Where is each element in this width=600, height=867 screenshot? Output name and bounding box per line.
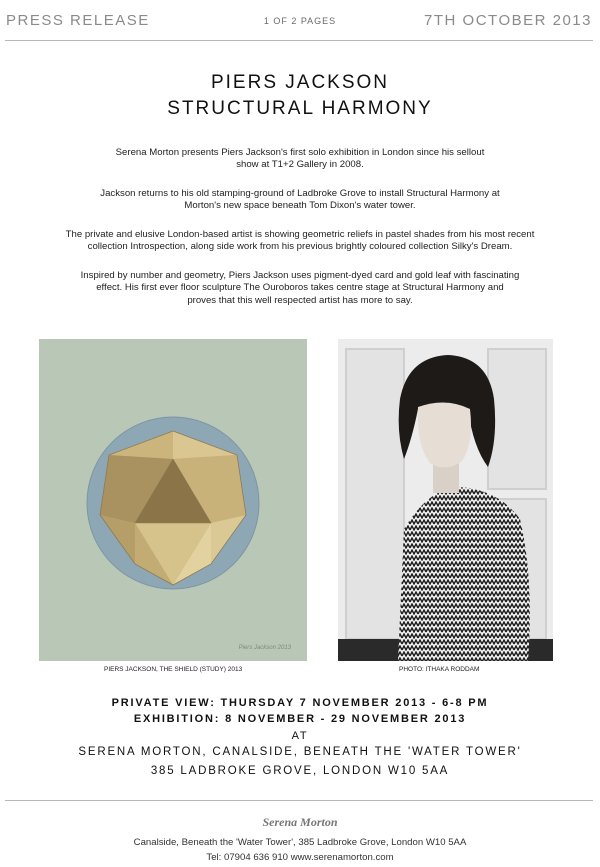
- at-line: AT: [291, 730, 309, 742]
- page-count: 1 OF 2 PAGES: [263, 16, 337, 26]
- header-divider: [5, 40, 593, 41]
- shield-artwork-illustration: [39, 339, 307, 661]
- inspiration-paragraph: [50, 270, 550, 307]
- paragraph-line: collection Introspection, along side work from his previous brightly coloured collection Silky's Dream.: [87, 241, 513, 253]
- footer-address: Canalside, Beneath the 'Water Tower', 385 Ladbroke Grove, London W10 5AA: [133, 837, 467, 848]
- release-date: 7TH OCTOBER 2013: [424, 12, 592, 29]
- venue-line: SERENA MORTON, CANALSIDE, BENEATH THE 'WATER TOWER': [78, 746, 522, 758]
- artist-portrait-photo: [338, 339, 553, 661]
- paragraph-line: effect. His first ever floor sculpture The Ouroboros takes centre stage at Structural Harmony and: [96, 282, 504, 294]
- page-header: [0, 0, 600, 42]
- venue-address-line: 385 LADBROKE GROVE, LONDON W10 5AA: [150, 765, 450, 777]
- collections-paragraph: [50, 229, 550, 254]
- exhibition-dates-line: EXHIBITION: 8 NOVEMBER - 29 NOVEMBER 2013: [133, 713, 467, 725]
- artwork-image: [39, 339, 307, 661]
- paragraph-line: Inspired by number and geometry, Piers Jackson uses pigment-dyed card and gold leaf with fascinating: [80, 270, 520, 281]
- intro-paragraph: [50, 147, 550, 172]
- return-paragraph: [50, 188, 550, 213]
- paragraph-line: Serena Morton presents Piers Jackson's first solo exhibition in London since his sellout: [115, 147, 485, 158]
- paragraph-line: proves that this well respected artist has more to say.: [187, 294, 413, 306]
- artwork-caption: PIERS JACKSON, THE SHIELD (STUDY) 2013: [104, 666, 243, 673]
- paragraph-line: Jackson returns to his old stamping-ground of Ladbroke Grove to install Structural Harmony at: [100, 188, 500, 199]
- paragraph-line: Morton's new space beneath Tom Dixon's water tower.: [184, 200, 416, 212]
- footer-contact[interactable]: Tel: 07904 636 910 www.serenamorton.com: [206, 852, 394, 863]
- artist-signature: Piers Jackson 2013: [238, 645, 291, 651]
- press-release-label: PRESS RELEASE: [6, 12, 150, 29]
- paragraph-line: The private and elusive London-based artist is showing geometric reliefs in pastel shades from his most recent: [65, 229, 535, 240]
- artist-name: PIERS JACKSON: [210, 72, 390, 93]
- paragraph-line: show at T1+2 Gallery in 2008.: [236, 159, 364, 171]
- footer-divider: [5, 800, 593, 801]
- exhibition-title: STRUCTURAL HARMONY: [167, 98, 433, 119]
- photo-credit: PHOTO: ITHAKA RODDAM: [399, 666, 480, 673]
- portrait-illustration: [338, 339, 553, 661]
- private-view-line: PRIVATE VIEW: THURSDAY 7 NOVEMBER 2013 - 6-8 PM: [111, 697, 489, 709]
- gallery-logo: Serena Morton: [262, 815, 338, 829]
